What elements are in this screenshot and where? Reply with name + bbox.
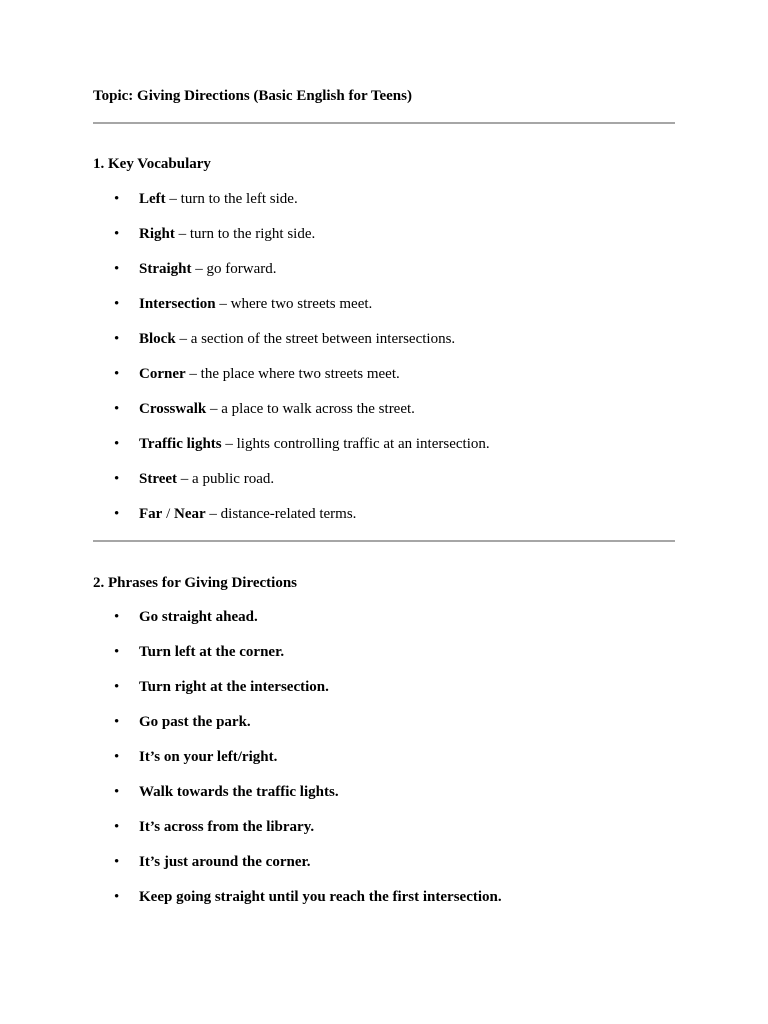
section-heading-vocabulary: 1. Key Vocabulary — [93, 156, 211, 172]
list-item — [93, 678, 502, 713]
vocab-definition: – turn to the right side. — [174, 226, 316, 242]
vocab-definition: – where two streets meet. — [215, 296, 373, 312]
bullet-icon: • — [114, 854, 120, 870]
bullet-icon: • — [114, 401, 120, 417]
list-item — [93, 643, 502, 678]
vocab-term: Straight — [139, 261, 192, 277]
list-item — [93, 888, 502, 923]
phrase-text: Go past the park. — [139, 714, 251, 730]
bullet-icon: • — [114, 366, 120, 382]
bullet-icon: • — [114, 226, 120, 242]
vocab-definition: – turn to the left side. — [165, 191, 298, 207]
list-item — [93, 505, 490, 540]
phrase-text: Walk towards the traffic lights. — [139, 784, 339, 800]
list-item — [93, 608, 502, 643]
list-item — [93, 748, 502, 783]
list-item — [93, 295, 490, 330]
phrase-text: Turn right at the intersection. — [139, 679, 329, 695]
vocab-definition: – a section of the street between intersections. — [175, 331, 456, 347]
list-item — [93, 365, 490, 400]
vocabulary-list — [93, 190, 490, 540]
list-item — [93, 783, 502, 818]
vocab-term: Far — [139, 506, 163, 522]
vocab-definition: – lights controlling traffic at an intersection. — [221, 436, 490, 452]
list-item — [93, 435, 490, 470]
bullet-icon: • — [114, 331, 120, 347]
phrases-list — [93, 608, 502, 923]
list-item — [93, 470, 490, 505]
list-item — [93, 713, 502, 748]
vocab-term: Traffic lights — [139, 436, 222, 452]
list-item — [93, 853, 502, 888]
list-item — [93, 260, 490, 295]
vocab-term: Street — [139, 471, 178, 487]
vocab-definition: – go forward. — [191, 261, 277, 277]
bullet-icon: • — [114, 679, 120, 695]
bullet-icon: • — [114, 191, 120, 207]
phrase-text: It’s on your left/right. — [139, 749, 278, 765]
phrase-text: Go straight ahead. — [139, 609, 258, 625]
vocab-definition: – distance-related terms. — [205, 506, 357, 522]
vocab-definition: – a place to walk across the street. — [206, 401, 415, 417]
bullet-icon: • — [114, 296, 120, 312]
horizontal-divider — [93, 540, 675, 542]
vocab-term: Corner — [139, 366, 186, 382]
phrase-text: Turn left at the corner. — [139, 644, 285, 660]
bullet-icon: • — [114, 784, 120, 800]
vocab-term: Intersection — [139, 296, 216, 312]
list-item — [93, 400, 490, 435]
vocab-term: Crosswalk — [139, 401, 207, 417]
bullet-icon: • — [114, 644, 120, 660]
bullet-icon: • — [114, 889, 120, 905]
horizontal-divider — [93, 122, 675, 124]
bullet-icon: • — [114, 819, 120, 835]
bullet-icon: • — [114, 261, 120, 277]
list-item — [93, 225, 490, 260]
term-separator: / — [162, 506, 174, 522]
bullet-icon: • — [114, 506, 120, 522]
list-item — [93, 190, 490, 225]
bullet-icon: • — [114, 436, 120, 452]
phrase-text: Keep going straight until you reach the first intersection. — [139, 889, 502, 905]
bullet-icon: • — [114, 714, 120, 730]
section-heading-phrases: 2. Phrases for Giving Directions — [93, 575, 298, 591]
list-item — [93, 330, 490, 365]
vocab-term: Right — [139, 226, 175, 242]
phrase-text: It’s just around the corner. — [139, 854, 311, 870]
phrase-text: It’s across from the library. — [139, 819, 315, 835]
vocab-term: Block — [139, 331, 176, 347]
vocab-term: Near — [174, 506, 206, 522]
vocab-term: Left — [139, 191, 166, 207]
page-title: Topic: Giving Directions (Basic English for Teens) — [93, 88, 412, 104]
bullet-icon: • — [114, 749, 120, 765]
bullet-icon: • — [114, 609, 120, 625]
list-item — [93, 818, 502, 853]
vocab-definition: – a public road. — [177, 471, 275, 487]
vocab-definition: – the place where two streets meet. — [185, 366, 400, 382]
bullet-icon: • — [114, 471, 120, 487]
